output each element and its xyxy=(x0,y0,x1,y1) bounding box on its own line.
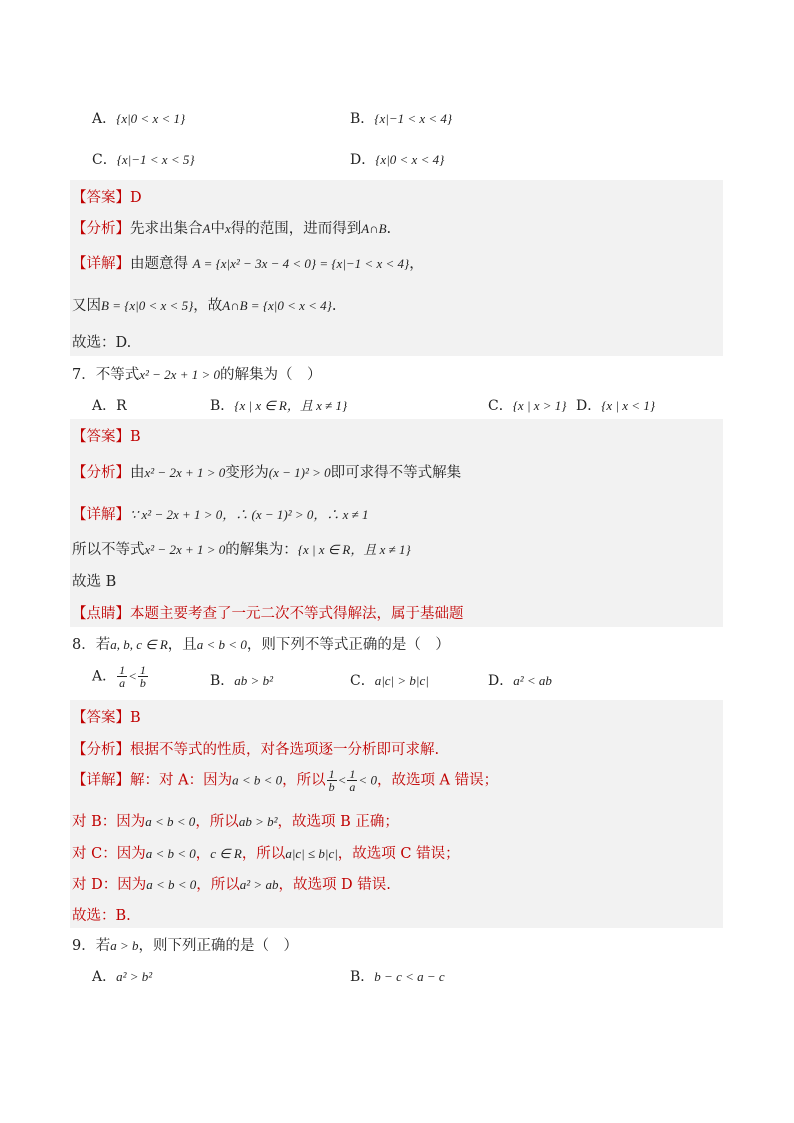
q6-detail: 【详解】由题意得 A = {x|x² − 3x − 4 < 0} = {x|−1 < x < 4}， xyxy=(72,256,424,272)
q7-answer: 【答案】B xyxy=(72,429,141,445)
q6-option-a: A．{x|0 < x < 1} xyxy=(92,111,186,127)
q7-option-a: A．R xyxy=(92,398,127,414)
q9-option-a: A．a² > b² xyxy=(92,969,153,985)
q8-detail-b: 对 B：因为a < b < 0，所以ab > b²，故选项 B 正确； xyxy=(72,814,399,830)
q8-detail: 【详解】解：对 A：因为a < b < 0，所以 $\frac{1}{b}$ < $\frac{1}{a}$ < 0，故选项 A 错误； xyxy=(72,767,499,794)
q8-option-d: D．a² < ab xyxy=(488,673,552,689)
q7-analysis: 【分析】由x² − 2x + 1 > 0变形为(x − 1)² > 0即可求得不等式解集 xyxy=(72,465,462,481)
q8-option-a: A． $\frac{1}{a}$ < $\frac{1}{b}$ xyxy=(92,663,146,690)
q6-select: 故选：D. xyxy=(72,335,132,351)
q6-option-b: B．{x|−1 < x < 4} xyxy=(350,111,453,127)
q6-detail-line2: 又因B = {x|0 < x < 5}，故A∩B = {x|0 < x < 4}. xyxy=(72,298,337,314)
q7-select: 故选 B xyxy=(72,574,117,590)
q7-stem: 7．不等式x² − 2x + 1 > 0的解集为（ ） xyxy=(72,367,322,383)
q7-option-b: B．{x | x ∈ R，且 x ≠ 1} xyxy=(210,398,348,414)
q7-option-d: D．{x | x < 1} xyxy=(576,398,656,414)
q8-option-c: C．a|c| > b|c| xyxy=(350,673,429,689)
q7-detail-line2: 所以不等式x² − 2x + 1 > 0的解集为：{x | x ∈ R，且 x ≠ 1} xyxy=(72,542,411,558)
q8-detail-d: 对 D：因为a < b < 0，所以a² > ab，故选项 D 错误. xyxy=(72,877,391,893)
q6-option-d: D．{x|0 < x < 4} xyxy=(350,152,445,168)
q8-detail-c: 对 C：因为a < b < 0，c ∈ R，所以a|c| ≤ b|c|，故选项 C 错误； xyxy=(72,846,460,862)
q6-analysis: 【分析】先求出集合A中x得的范围，进而得到A∩B. xyxy=(72,221,392,237)
q7-detail: 【详解】∵ x² − 2x + 1 > 0，∴ (x − 1)² > 0，∴ x ≠ 1 xyxy=(72,507,369,523)
q6-answer: 【答案】D xyxy=(72,190,142,206)
q8-answer: 【答案】B xyxy=(72,710,141,726)
q8-stem: 8．若a, b, c ∈ R，且a < b < 0，则下列不等式正确的是（ ） xyxy=(72,637,450,653)
q6-option-c: C．{x|−1 < x < 5} xyxy=(92,152,195,168)
q7-note: 【点睛】本题主要考查了一元二次不等式得解法，属于基础题 xyxy=(72,606,464,622)
q9-stem: 9．若a > b，则下列正确的是（ ） xyxy=(72,938,299,954)
q8-select: 故选：B. xyxy=(72,908,131,924)
q8-analysis: 【分析】根据不等式的性质，对各选项逐一分析即可求解. xyxy=(72,742,440,758)
q8-option-b: B．ab > b² xyxy=(210,673,273,689)
q9-option-b: B．b − c < a − c xyxy=(350,969,445,985)
q7-option-c: C．{x | x > 1} xyxy=(488,398,567,414)
